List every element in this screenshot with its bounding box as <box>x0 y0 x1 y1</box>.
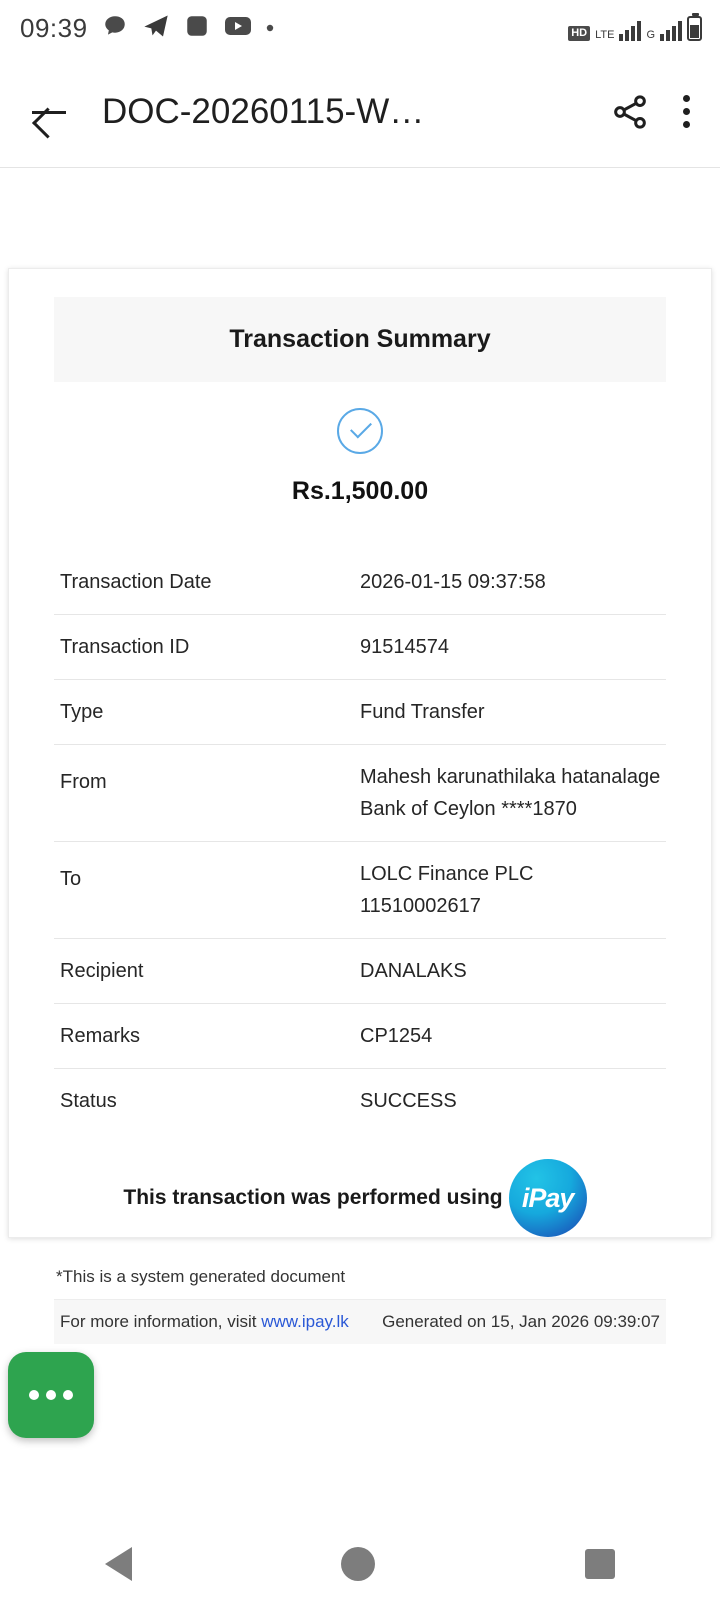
signal-bars-sim2-icon <box>660 19 682 41</box>
share-icon[interactable] <box>610 92 650 132</box>
ipay-logo-text: iPay <box>521 1182 574 1213</box>
page-title: DOC-20260115-W… <box>102 91 425 131</box>
row-value-secondary: 11510002617 <box>360 895 481 917</box>
viewer-top-spacer <box>0 168 720 268</box>
chat-bubble-icon <box>102 13 128 44</box>
footer-generated-on: Generated on 15, Jan 2026 09:39:07 <box>382 1312 660 1331</box>
hd-badge-icon: HD <box>568 26 590 40</box>
document-viewer <box>0 168 720 1612</box>
app-bar-actions <box>610 92 692 132</box>
transaction-amount: Rs.1,500.00 <box>291 477 429 505</box>
row-value: LOLC Finance PLC <box>360 863 534 885</box>
row-value-group <box>360 761 664 825</box>
sim2-network-label-icon: G <box>646 28 655 41</box>
status-badge: SUCCESS <box>360 1090 457 1112</box>
transaction-document-card <box>8 268 712 1331</box>
row-label: From <box>60 771 107 793</box>
dot-icon <box>266 19 274 37</box>
app-square-icon <box>184 13 210 44</box>
table-row <box>54 745 666 842</box>
table-row <box>54 939 666 1004</box>
row-value: 2026-01-15 09:37:58 <box>360 571 546 593</box>
table-row <box>54 842 666 939</box>
table-row <box>54 550 666 615</box>
row-value: DANALAKS <box>360 960 467 982</box>
overflow-menu-icon[interactable] <box>680 95 692 128</box>
ipay-website-link[interactable]: www.ipay.lk <box>261 1312 349 1331</box>
fab-container <box>8 1352 94 1438</box>
youtube-icon <box>224 15 252 42</box>
row-label: Status <box>60 1089 117 1112</box>
footer-info <box>60 1312 349 1332</box>
row-value: Fund Transfer <box>360 701 485 723</box>
summary-header: Transaction Summary <box>54 297 666 382</box>
table-row <box>54 680 666 745</box>
ipay-logo-icon <box>509 1159 587 1237</box>
success-check-icon-wrap <box>54 408 666 459</box>
performed-using-text: This transaction was performed using <box>123 1186 503 1209</box>
lte-label-icon: LTE <box>595 28 615 41</box>
row-label: Transaction ID <box>60 635 190 658</box>
footer-prefix: For more information, visit <box>60 1312 257 1331</box>
system-generated-note: *This is a system generated document <box>56 1267 346 1286</box>
table-row <box>54 1004 666 1069</box>
performed-using-line <box>54 1159 666 1237</box>
status-bar-left <box>20 12 274 45</box>
transaction-details-table <box>54 550 666 1133</box>
success-check-icon <box>337 408 383 454</box>
row-label: Recipient <box>60 959 144 982</box>
system-navigation-bar <box>0 1516 720 1612</box>
document-footer <box>54 1299 666 1344</box>
row-label: To <box>60 868 82 890</box>
row-label: Type <box>60 700 104 723</box>
battery-icon <box>687 16 702 41</box>
row-value-secondary: Bank of Ceylon ****1870 <box>360 798 577 820</box>
status-bar-right <box>568 16 702 41</box>
more-options-fab[interactable] <box>8 1352 94 1438</box>
row-value: CP1254 <box>360 1025 433 1047</box>
nav-recents-icon[interactable] <box>585 1549 615 1579</box>
signal-bars-sim1-icon <box>619 19 641 41</box>
nav-back-icon[interactable] <box>105 1547 132 1581</box>
document-content <box>9 269 711 1344</box>
status-clock: 09:39 <box>20 12 88 43</box>
row-value: Mahesh karunathilaka hatanalage <box>360 766 661 788</box>
nav-home-icon[interactable] <box>341 1547 375 1581</box>
status-bar <box>0 0 720 56</box>
app-bar <box>0 56 720 168</box>
row-label: Remarks <box>60 1024 141 1047</box>
row-label: Transaction Date <box>60 570 212 593</box>
back-arrow-icon[interactable] <box>28 90 72 134</box>
row-value-group <box>360 858 664 922</box>
table-row <box>54 1069 666 1133</box>
table-row <box>54 615 666 680</box>
telegram-icon <box>142 12 170 45</box>
row-value: 91514574 <box>360 636 449 658</box>
